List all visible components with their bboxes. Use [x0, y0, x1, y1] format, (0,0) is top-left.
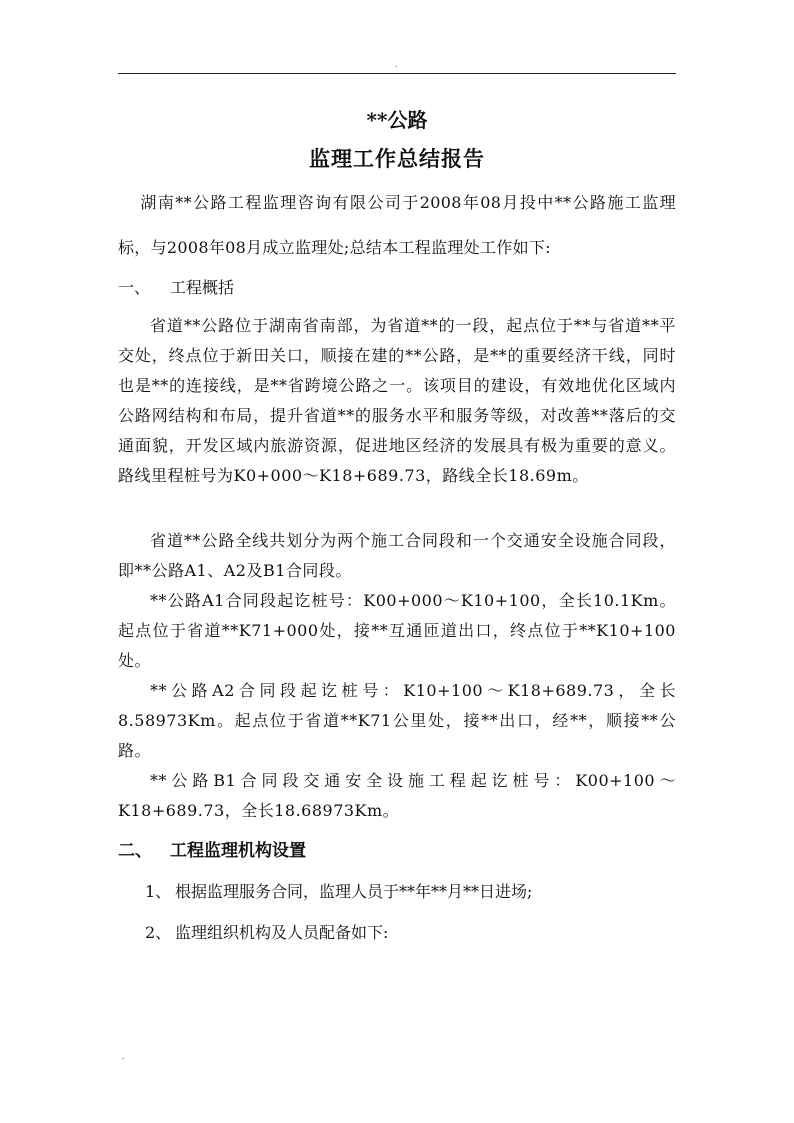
- section2-item-1-number: 1、: [145, 882, 172, 901]
- section2-item-1-text: 根据监理服务合同，监理人员于**年**月**日进场;: [175, 882, 533, 901]
- header-mark: .: [395, 60, 398, 69]
- document-subtitle: 监理工作总结报告: [309, 146, 485, 171]
- section2-title: 工程监理机构设置: [170, 841, 306, 861]
- section1-paragraph-1: 省道**公路位于湖南省南部，为省道**的一段，起点位于**与省道**平交处，终点位于新田关口，顺接在建的**公路，是**的重要经济干线，同时也是**的连接线，是**省跨境公路之一。该项目的建设，有效地优化区域内公路网结构和布局，提升省道**的服务水平和服务等级，对改善**落后的交通面貌，开发区域内旅游资源，促进地区经济的发展具有极为重要的意义。路线里程桩号为K0+000～K18+689.73，路线全长18.69m。: [118, 316, 676, 485]
- section1-heading: [118, 275, 676, 298]
- section1-paragraph-4: **公路A2合同段起讫桩号：K10+100～K18+689.73，全长8.58973Km。起点位于省道**K71公里处，接**出口，经**，顺接**公路。: [118, 681, 676, 760]
- section1-title: 工程概括: [170, 278, 235, 297]
- section1-number: 一、: [118, 278, 151, 297]
- section2-item-2-text: 监理组织机构及人员配备如下:: [175, 923, 389, 942]
- section1-paragraph-5: **公路B1合同段交通安全设施工程起讫桩号：K00+100～K18+689.73，全长18.68973Km。: [118, 771, 676, 820]
- intro-paragraph: 湖南**公路工程监理咨询有限公司于2008年08月投中**公路施工监理标，与2008年08月成立监理处;总结本工程监理处工作如下:: [118, 193, 676, 257]
- section2-item-2: [145, 920, 703, 943]
- footer-mark: .: [122, 1052, 125, 1061]
- section2-number: 二、: [118, 841, 152, 861]
- section1-paragraph-2: 省道**公路全线共划分为两个施工合同段和一个交通安全设施合同段，即**公路A1、A2及B1合同段。: [118, 531, 676, 580]
- section2-heading: [118, 836, 676, 861]
- section2-item-2-number: 2、: [145, 923, 172, 942]
- document-title: **公路: [366, 108, 428, 132]
- section2-item-1: [145, 879, 703, 902]
- header-rule: [118, 73, 676, 74]
- section1-paragraph-3: **公路A1合同段起讫桩号：K00+000～K10+100，全长10.1Km。起点位于省道**K71+000处，接**互通匝道出口，终点位于**K10+100处。: [118, 591, 676, 670]
